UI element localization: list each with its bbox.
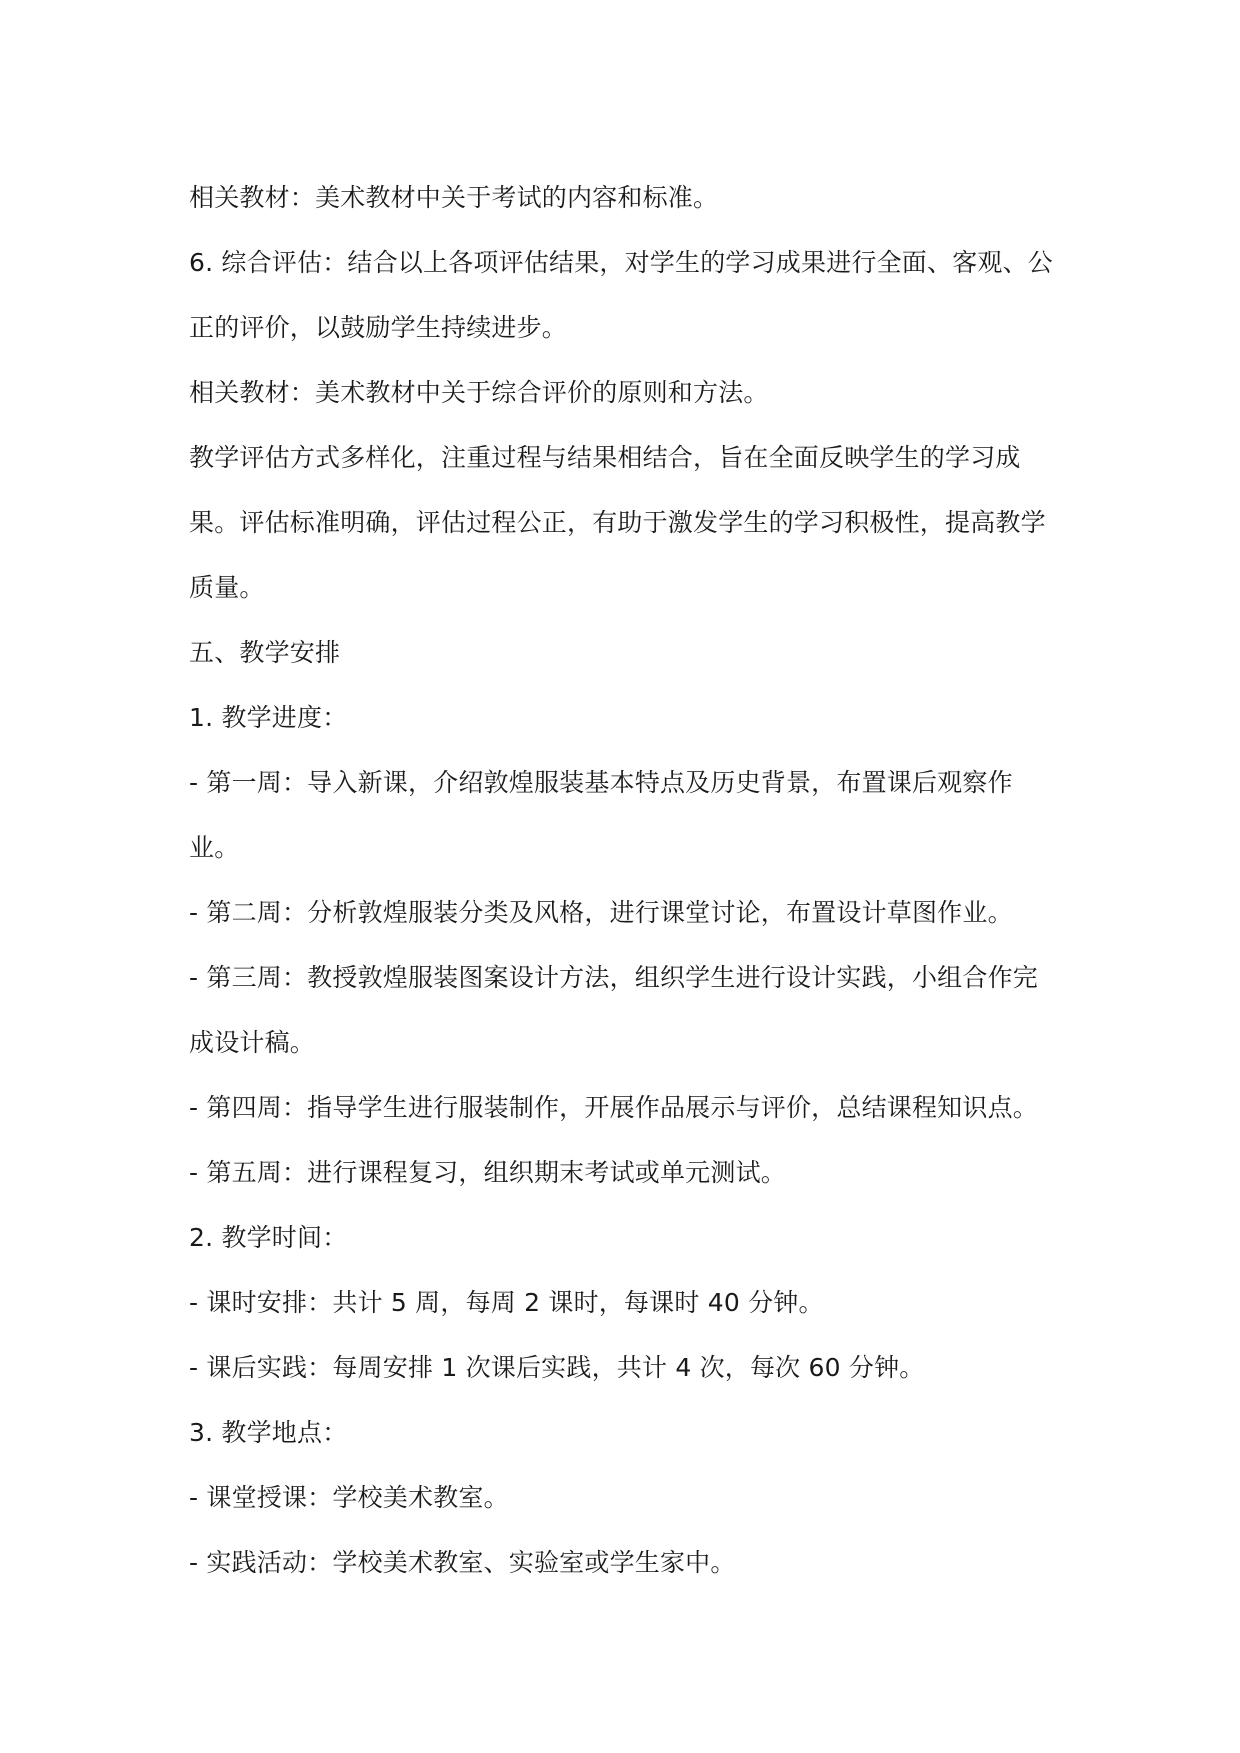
list-item-week-1: - 第一周：导入新课，介绍敦煌服装基本特点及历史背景，布置课后观察作	[189, 768, 1013, 797]
list-item-week-1-cont: 业。	[189, 833, 240, 862]
text-line-summary-2: 果。评估标准明确，评估过程公正，有助于激发学生的学习积极性，提高教学	[189, 508, 1046, 537]
subheading-teaching-location: 3. 教学地点：	[189, 1418, 348, 1447]
list-item-week-3-cont: 成设计稿。	[189, 1028, 316, 1057]
subheading-teaching-progress: 1. 教学进度：	[189, 703, 348, 732]
list-item-week-2: - 第二周：分析敦煌服装分类及风格，进行课堂讨论，布置设计草图作业。	[189, 898, 1013, 927]
subheading-teaching-time: 2. 教学时间：	[189, 1223, 348, 1252]
list-item-class-hours: - 课时安排：共计 5 周，每周 2 课时，每课时 40 分钟。	[189, 1288, 824, 1317]
text-line-summary-3: 质量。	[189, 573, 265, 602]
document-page	[189, 165, 1069, 1595]
list-item-practice-location: - 实践活动：学校美术教室、实验室或学生家中。	[189, 1548, 736, 1577]
text-line-materials-exam: 相关教材：美术教材中关于考试的内容和标准。	[189, 183, 719, 212]
text-line-comprehensive-eval-2: 正的评价，以鼓励学生持续进步。	[189, 313, 568, 342]
list-item-after-class-practice: - 课后实践：每周安排 1 次课后实践，共计 4 次，每次 60 分钟。	[189, 1353, 925, 1382]
list-item-classroom: - 课堂授课：学校美术教室。	[189, 1483, 509, 1512]
text-line-comprehensive-eval-1: 6. 综合评估：结合以上各项评估结果，对学生的学习成果进行全面、客观、公	[189, 248, 1054, 277]
list-item-week-4: - 第四周：指导学生进行服装制作，开展作品展示与评价，总结课程知识点。	[189, 1093, 1038, 1122]
text-line-summary-1: 教学评估方式多样化，注重过程与结果相结合，旨在全面反映学生的学习成	[189, 443, 1021, 472]
section-heading-teaching-arrangement: 五、教学安排	[189, 638, 341, 667]
text-line-materials-comprehensive: 相关教材：美术教材中关于综合评价的原则和方法。	[189, 378, 769, 407]
list-item-week-3: - 第三周：教授敦煌服装图案设计方法，组织学生进行设计实践，小组合作完	[189, 963, 1038, 992]
list-item-week-5: - 第五周：进行课程复习，组织期末考试或单元测试。	[189, 1158, 786, 1187]
